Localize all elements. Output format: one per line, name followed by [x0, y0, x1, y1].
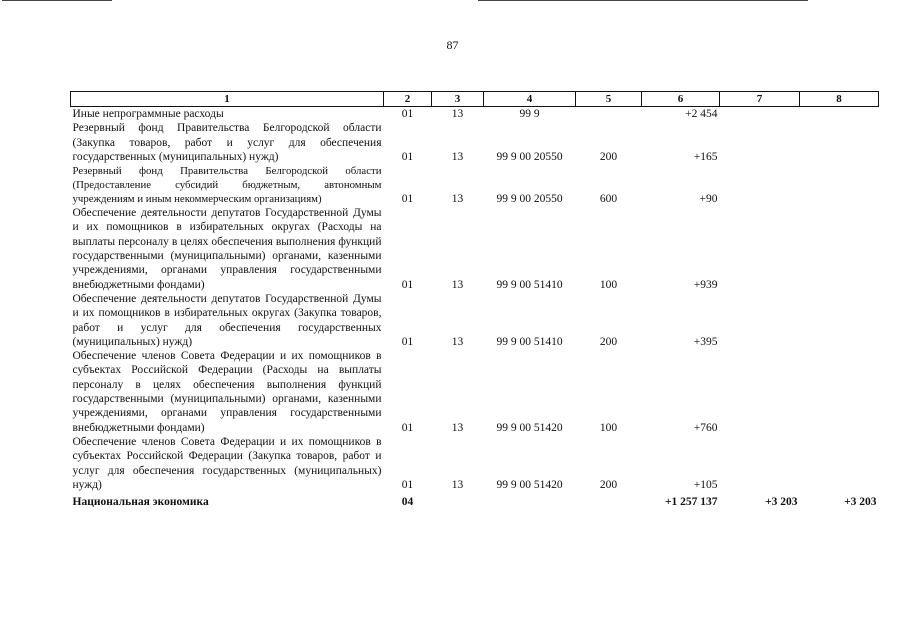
table-row: [71, 349, 879, 435]
row-amount-col6: +395: [693, 335, 718, 348]
header-cell-4: 4: [484, 92, 576, 107]
row-expense-type: 600: [599, 192, 618, 205]
top-border-line-left: [2, 0, 112, 1]
row-amount-col6: +165: [693, 150, 718, 163]
row-amount-col8: [800, 121, 879, 164]
row-amount-col7: [720, 107, 800, 122]
row-amount-col6: +90: [699, 192, 718, 205]
table-row: [71, 107, 879, 122]
row-amount-col6: +1 257 137: [664, 496, 718, 509]
header-cell-5: 5: [576, 92, 642, 107]
row-amount-col6: +939: [693, 278, 718, 291]
row-target-article: 99 9 00 51420: [496, 478, 563, 491]
row-section: 01: [401, 108, 414, 120]
row-amount-col7: [720, 349, 800, 435]
header-cell-1: 1: [71, 92, 384, 107]
row-subsection: 13: [451, 335, 464, 348]
row-target-article: 99 9 00 51410: [496, 335, 563, 348]
table-row-section-total: [71, 492, 879, 509]
row-subsection: [432, 492, 484, 509]
row-amount-col6: +760: [693, 421, 718, 434]
row-section: 01: [401, 278, 414, 291]
header-cell-7: 7: [720, 92, 800, 107]
row-section: 01: [401, 192, 414, 205]
table-row: [71, 435, 879, 492]
row-amount-col8: [800, 164, 879, 206]
row-amount-col7: [720, 164, 800, 206]
row-target-article: 99 9 00 51420: [496, 421, 563, 434]
row-expense-type: 200: [599, 150, 618, 163]
row-description: Резервный фонд Правительства Белгородской области (Закупка товаров, работ и услуг для обеспечения государственных (муниципальных) нужд): [72, 122, 382, 163]
header-cell-8: 8: [800, 92, 879, 107]
row-expense-type: 100: [599, 278, 618, 291]
row-expense-type: 200: [599, 335, 618, 348]
row-description: Национальная экономика: [72, 496, 209, 509]
row-expense-type: 100: [599, 421, 618, 434]
row-amount-col8: [800, 435, 879, 492]
page-number: 87: [446, 38, 459, 52]
table-header-row: [71, 92, 879, 107]
row-subsection: 13: [451, 278, 464, 291]
row-expense-type: 200: [599, 478, 618, 491]
row-amount-col7: +3 203: [765, 496, 798, 509]
row-amount-col8: [800, 107, 879, 122]
row-section: 04: [401, 496, 414, 509]
row-expense-type: [576, 492, 642, 509]
table-row: [71, 121, 879, 164]
header-cell-3: 3: [432, 92, 484, 107]
row-section: 01: [401, 478, 414, 491]
row-description: Обеспечение членов Совета Федерации и их помощников в субъектах Российской Федерации (Закупка товаров, работ и услуг для обеспечения государственных (муниципальных) нужд): [72, 435, 382, 491]
row-subsection: 13: [451, 150, 464, 163]
table-row: [71, 292, 879, 349]
row-description: Резервный фонд Правительства Белгородской области (Предоставление субсидий бюджетным, автономным учреждениям и иным некоммерческим организациям): [72, 165, 382, 206]
header-cell-6: 6: [642, 92, 720, 107]
row-description: Иные непрограммные расходы: [72, 108, 224, 120]
row-amount-col7: [720, 435, 800, 492]
row-description: Обеспечение деятельности депутатов Государственной Думы и их помощников в избирательных округах (Расходы на выплаты персоналу в целях обеспечения выполнения функций государственными (муниципальными) органами, казенными учреждениями, органами управления государственными внебюджетными фондами): [72, 207, 382, 291]
row-amount-col6: +105: [693, 478, 718, 491]
header-cell-2: 2: [384, 92, 432, 107]
row-section: 01: [401, 150, 414, 163]
row-section: 01: [401, 421, 414, 434]
row-amount-col8: [800, 292, 879, 349]
row-subsection: 13: [451, 421, 464, 434]
row-target-article: 99 9 00 51410: [496, 278, 563, 291]
row-amount-col6: +2 454: [685, 108, 718, 120]
row-amount-col7: [720, 292, 800, 349]
budget-table: [70, 91, 879, 509]
row-expense-type: [576, 107, 642, 122]
row-target-article: 99 9 00 20550: [496, 192, 563, 205]
table-row: [71, 164, 879, 206]
row-description: Обеспечение членов Совета Федерации и их помощников в субъектах Российской Федерации (Расходы на выплаты персоналу в целях обеспечения выполнения функций государственными (муниципальными) органами, казенными учреждениями, органами управления государственными внебюджетными фондами): [72, 350, 382, 434]
row-target-article: 99 9: [519, 108, 540, 120]
top-border-line-right: [478, 0, 808, 1]
row-target-article: 99 9 00 20550: [496, 150, 563, 163]
row-amount-col8: +3 203: [844, 496, 877, 509]
row-section: 01: [401, 335, 414, 348]
table-row: [71, 206, 879, 292]
row-subsection: 13: [451, 478, 464, 491]
row-amount-col8: [800, 206, 879, 292]
row-amount-col8: [800, 349, 879, 435]
row-subsection: 13: [451, 108, 464, 120]
row-target-article: [484, 492, 576, 509]
row-description: Обеспечение деятельности депутатов Государственной Думы и их помощников в избирательных округах (Закупка товаров, работ и услуг для обеспечения государственных (муниципальных) нужд): [72, 292, 382, 348]
row-amount-col7: [720, 206, 800, 292]
row-amount-col7: [720, 121, 800, 164]
row-subsection: 13: [451, 192, 464, 205]
